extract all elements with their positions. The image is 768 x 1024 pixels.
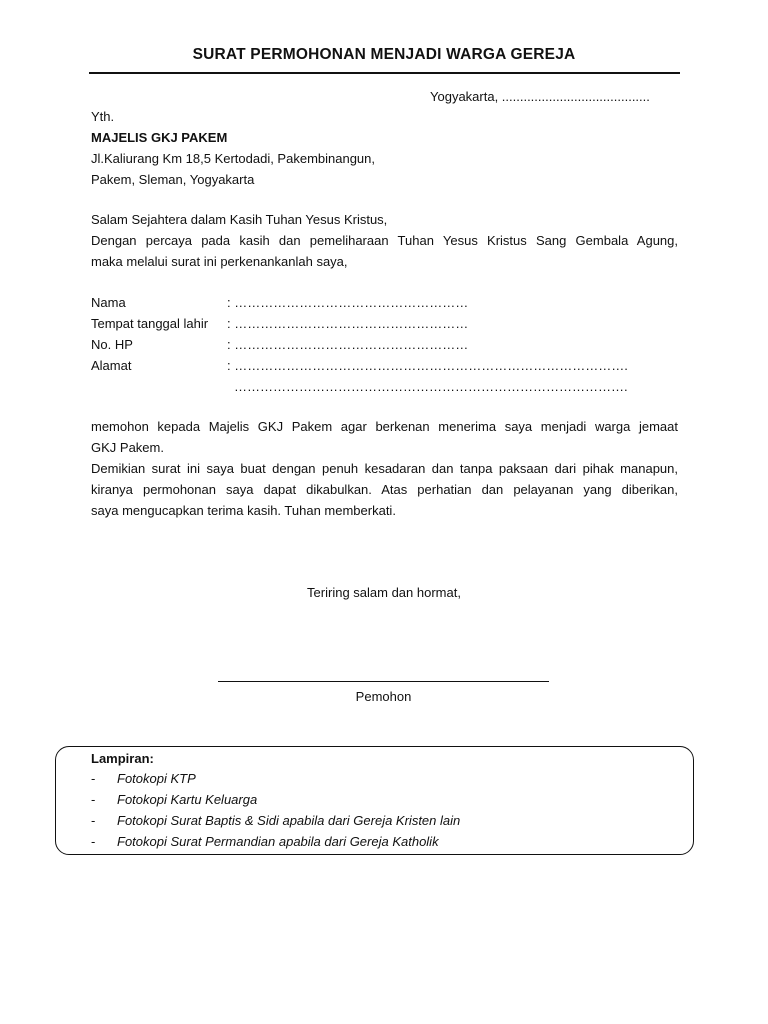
- field-row-alamat: [91, 355, 681, 376]
- list-bullet: -: [91, 813, 96, 828]
- field-label: Tempat tanggal lahir: [91, 316, 209, 331]
- body-line-1: memohon kepada Majelis GKJ Pakem agar berkenan menerima saya menjadi warga jemaat: [91, 419, 678, 434]
- field-value-continuation: ……………………………………………………………………………….: [234, 379, 628, 394]
- opening-line-1: Salam Sejahtera dalam Kasih Tuhan Yesus Kristus,: [91, 212, 388, 227]
- applicant-fields: [91, 292, 681, 397]
- body-line-2: GKJ Pakem.: [91, 440, 164, 455]
- attachments-title: Lampiran:: [91, 751, 154, 766]
- list-item: [91, 831, 681, 852]
- field-row-tempat-tanggal-lahir: [91, 313, 681, 334]
- signer-label: Pemohon: [355, 689, 412, 704]
- body-line-5: saya mengucapkan terima kasih. Tuhan memberkati.: [91, 503, 396, 518]
- recipient-address-line-1: Jl.Kaliurang Km 18,5 Kertodadi, Pakembinangun,: [91, 151, 376, 166]
- list-bullet: -: [91, 834, 96, 849]
- body-paragraph: [91, 416, 678, 521]
- field-value: : ………………………………………………: [227, 316, 469, 331]
- list-item-text: Fotokopi Kartu Keluarga: [117, 792, 258, 807]
- body-line-4: kiranya permohonan saya dapat dikabulkan. Atas perhatian dan pelayanan yang diberikan,: [91, 482, 678, 497]
- field-label: Alamat: [91, 358, 132, 373]
- list-item-text: Fotokopi Surat Permandian apabila dari Gereja Katholik: [117, 834, 439, 849]
- list-item-text: Fotokopi KTP: [117, 771, 196, 786]
- field-label: Nama: [91, 295, 126, 310]
- recipient-name: MAJELIS GKJ PAKEM: [91, 130, 228, 145]
- document-title: SURAT PERMOHONAN MENJADI WARGA GEREJA: [192, 46, 576, 63]
- opening-line-2: Dengan percaya pada kasih dan pemeliharaan Tuhan Yesus Kristus Sang Gembala Agung,: [91, 233, 678, 248]
- title-underline: [89, 72, 680, 74]
- opening-line-3: maka melalui surat ini perkenankanlah saya,: [91, 254, 348, 269]
- signature-line: [218, 681, 549, 682]
- attachments-list: [91, 768, 681, 852]
- list-item: [91, 789, 681, 810]
- recipient-salutation: Yth.: [91, 109, 115, 124]
- list-item-text: Fotokopi Surat Baptis & Sidi apabila dari Gereja Kristen lain: [117, 813, 461, 828]
- closing-block: [0, 582, 768, 603]
- field-value: : ………………………………………………: [227, 337, 469, 352]
- closing-text: Teriring salam dan hormat,: [307, 585, 461, 600]
- list-item: [91, 768, 681, 789]
- field-value: : ………………………………………………: [227, 295, 469, 310]
- field-label: No. HP: [91, 337, 133, 352]
- recipient-block: [91, 106, 681, 190]
- list-item: [91, 810, 681, 831]
- list-bullet: -: [91, 771, 96, 786]
- opening-paragraph: [91, 209, 678, 272]
- field-value: : ……………………………………………………………………………….: [227, 358, 628, 373]
- recipient-address-line-2: Pakem, Sleman, Yogyakarta: [91, 172, 255, 187]
- field-row-nama: [91, 292, 681, 313]
- place-date: Yogyakarta, .........................................: [430, 89, 650, 104]
- list-bullet: -: [91, 792, 96, 807]
- field-row-alamat-continuation: [91, 376, 681, 397]
- body-line-3: Demikian surat ini saya buat dengan penuh kesadaran dan tanpa paksaan dari pihak manapun,: [91, 461, 678, 476]
- field-row-no-hp: [91, 334, 681, 355]
